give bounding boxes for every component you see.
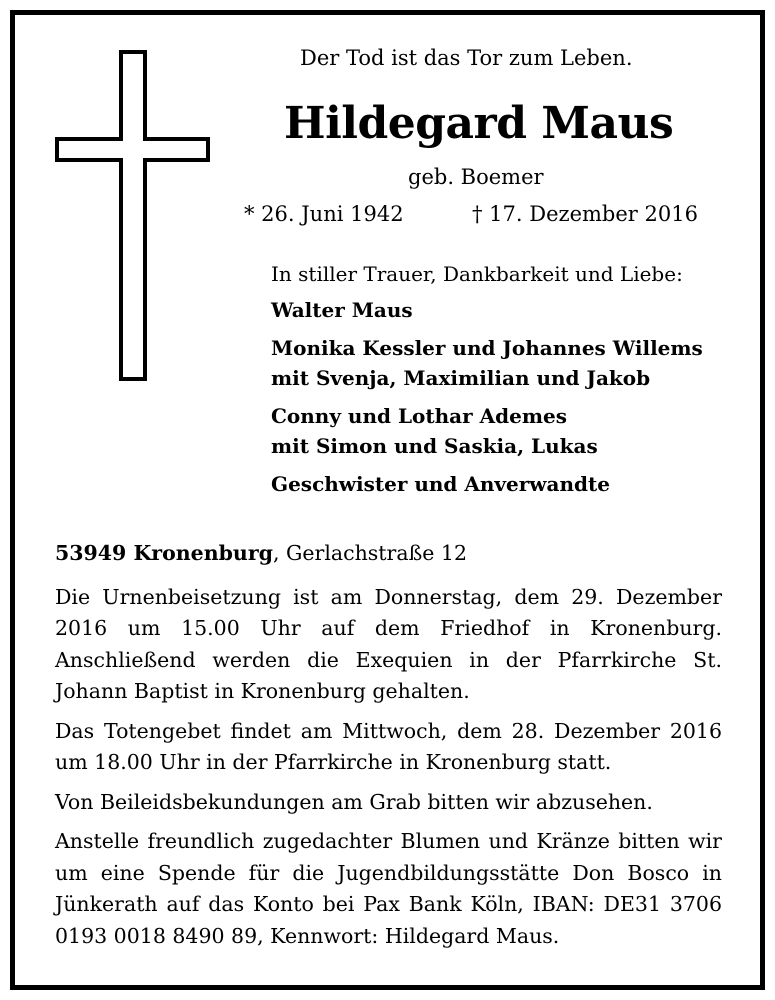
mourner-line: Walter Maus: [271, 298, 413, 322]
mourner-line: Conny und Lothar Ademes: [271, 404, 567, 428]
mourner-line: mit Svenja, Maximilian und Jakob: [271, 366, 651, 390]
deceased-name: Hildegard Maus: [284, 98, 674, 149]
cross-icon: [55, 50, 211, 381]
mourner-group: [271, 295, 741, 325]
mourner-line: Monika Kessler und Johannes Willems: [271, 336, 703, 360]
condolence-paragraph: Von Beileidsbekundungen am Grab bitten wir abzusehen.: [55, 789, 653, 814]
funeral-paragraph: Die Urnenbeisetzung ist am Donnerstag, dem 29. Dezember 2016 um 15.00 Uhr auf dem Friedhof in Kronenburg. Anschließend werden die Exequien in der Pfarrkirche St. Johann Baptist in Kronenburg gehalten.: [55, 584, 722, 703]
mourners-intro: In stiller Trauer, Dankbarkeit und Liebe:: [271, 262, 683, 286]
address-city: 53949 Kronenburg: [55, 541, 273, 565]
death-date: † 17. Dezember 2016: [472, 202, 698, 226]
mourner-line: mit Simon und Saskia, Lukas: [271, 434, 598, 458]
prayer-paragraph: Das Totengebet findet am Mittwoch, dem 28. Dezember 2016 um 18.00 Uhr in der Pfarrkirche in Kronenburg statt.: [55, 718, 722, 774]
mourner-group: [271, 469, 741, 499]
mourners-block: [271, 260, 741, 507]
mourner-group: [271, 401, 741, 461]
born-name: geb. Boemer: [408, 165, 544, 189]
address-street: , Gerlachstraße 12: [272, 541, 467, 565]
donation-paragraph: Anstelle freundlich zugedachter Blumen und Kränze bitten wir um eine Spende für die Jugendbildungsstätte Don Bosco in Jünkerath auf das Konto bei Pax Bank Köln, IBAN: DE31 3706 0193 0018 8490 89, Kennwort: Hildegard Maus.: [55, 829, 722, 948]
address: [55, 538, 722, 570]
mourner-group: [271, 333, 741, 393]
motto: Der Tod ist das Tor zum Leben.: [300, 46, 633, 70]
mourner-line: Geschwister und Anverwandte: [271, 472, 610, 496]
birth-date: * 26. Juni 1942: [244, 202, 404, 226]
notice-body: [55, 538, 722, 960]
